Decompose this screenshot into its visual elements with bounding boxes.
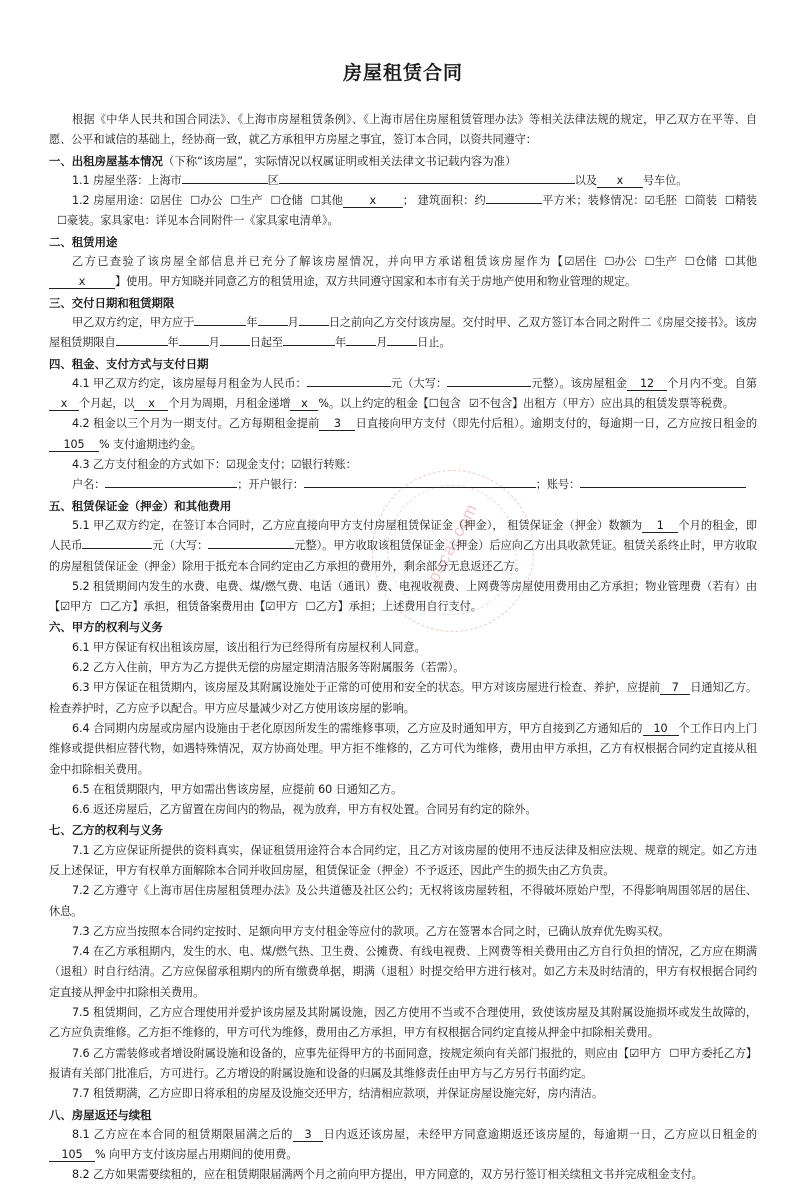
- checkbox-approval-landlord[interactable]: ☑甲方: [629, 1046, 662, 1060]
- watermark-text: pucai.com: [423, 500, 482, 586]
- delivery-day-field[interactable]: [299, 325, 329, 326]
- account-name-field[interactable]: [105, 487, 237, 488]
- clause-6-1: 6.1 甲方保证有权出租该房屋，该出租行为已经得所有房屋权利人同意。: [72, 640, 426, 654]
- checkbox-approval-tenant-delegated[interactable]: ☐甲方委托乙方: [669, 1046, 746, 1060]
- clause-7-4: 7.4 在乙方承租期内，发生的水、电、煤/燃气热、卫生费、公摊费、有线电视费、上网费等相关费用由乙方自行负担的情况，乙方应在期满（退租）时自行结清。乙方应保留承租期内的所有缴费单据，期满（退租）时提交给甲方进行核对。如乙方未及时结清的，甲方有权根据合同约定直接从押金中扣除相关费用。: [49, 945, 757, 999]
- checkbox-use-residential[interactable]: ☑居住: [150, 194, 183, 208]
- area-field[interactable]: [486, 203, 542, 204]
- end-year-field[interactable]: [283, 345, 335, 346]
- clause-8-1: 8.1 乙方应在本合同的租赁期限届满之后的 3 日内返还该房屋，未经甲方同意逾期返还该房屋的，每逾期一日，乙方应以日租金的105 % 向甲方支付该房屋占用期间的使用费。: [49, 1125, 757, 1166]
- purpose-other-field[interactable]: x: [49, 275, 115, 289]
- section-3-heading: 三、交付日期和租赁期限: [49, 295, 175, 310]
- clause-4-1: 4.1 甲乙双方约定，该房屋每月租金为人民币： 元（大写： 元整）。该房屋租金 12 个月内不变。自第x 个月起，以 x 个月为周期，月租金递增 x %。以上约定的租金【☐包含 ☑不包含】出租方（甲方）应出具的租赁发票等税费。: [49, 374, 757, 415]
- start-day-field[interactable]: [220, 345, 250, 346]
- deposit-words-field[interactable]: [208, 548, 294, 549]
- section-2-heading: 二、租赁用途: [49, 234, 118, 249]
- delivery-month-field[interactable]: [258, 325, 288, 326]
- checkbox-decor-rough[interactable]: ☑毛胚: [644, 194, 677, 208]
- increase-start-field[interactable]: x: [49, 397, 79, 411]
- document-title: 房屋租赁合同: [342, 62, 463, 84]
- checkbox-use-office[interactable]: ☐办公: [190, 194, 223, 208]
- checkbox-tax-exclude[interactable]: ☑不包含: [468, 397, 513, 411]
- clause-6-3: 6.3 甲方保证在租赁期内，该房屋及其附属设施处于正常的可使用和安全的状态。甲方对该房屋进行检查、养护，应提前 7 日通知乙方。检查养护时，乙方应予以配合。甲方应尽量减少对乙方使用该房屋的影响。: [49, 681, 757, 715]
- start-year-field[interactable]: [116, 345, 168, 346]
- fixed-months-field[interactable]: 12: [627, 377, 667, 391]
- section-7-heading: 七、乙方的权利与义务: [49, 823, 163, 838]
- clause-6-2: 6.2 乙方入住前，甲方为乙方提供无偿的房屋定期清洁服务等附属服务（若需）。: [72, 661, 465, 675]
- monthly-rent-field[interactable]: [307, 386, 391, 387]
- bank-name-field[interactable]: [304, 487, 536, 488]
- clause-5-2: 5.2 租赁期间内发生的水费、电费、煤/燃气费、电话（通讯）费、电视收视费、上网费等房屋使用费用由乙方承担；物业管理费（若有）由【☑甲方 ☐乙方】承担，租赁备案费用由【☑甲方 ☐乙方】承担；上述费用自行支付。: [49, 577, 757, 618]
- clause-7-7: 7.7 租赁期满，乙方应即日将承租的房屋及设施交还甲方，结清相应款项，并保证房屋设施完好，房内清洁。: [72, 1087, 603, 1101]
- checkbox-use-production[interactable]: ☐生产: [230, 194, 263, 208]
- checkbox-purpose-residential[interactable]: ☑居住: [564, 255, 597, 269]
- late-rate-field[interactable]: 105: [49, 438, 99, 452]
- section-1-heading: 一、出租房屋基本情况（下称“该房屋”，实际情况以权属证明或相关法律文书记载内容为准）: [49, 153, 517, 168]
- end-day-field[interactable]: [387, 345, 417, 346]
- checkbox-purpose-office[interactable]: ☐办公: [604, 255, 637, 269]
- clause-6-6: 6.6 返还房屋后，乙方留置在房间内的物品，视为放弃，甲方有权处置。合同另有约定的除外。: [72, 803, 537, 817]
- clause-8-2: 8.2 乙方如果需要续租的，应在租赁期限届满两个月之前向甲方提出，甲方同意的，双方另行签订相关续租文书并完成租金支付。: [72, 1168, 703, 1182]
- checkbox-pay-bank[interactable]: ☑银行转账：: [291, 458, 357, 472]
- checkbox-decor-fine[interactable]: ☐精装: [724, 194, 757, 208]
- checkbox-purpose-storage[interactable]: ☐仓储: [684, 255, 717, 269]
- parking-field[interactable]: x: [597, 174, 643, 188]
- section-5-heading: 五、租赁保证金（押金）和其他费用: [49, 498, 232, 513]
- checkbox-pay-cash[interactable]: ☑现金支付: [226, 458, 281, 472]
- clause-4-2: 4.2 租金以三个月为一期支付。乙方每期租金提前 3 日直接向甲方支付（即先付后租）。逾期支付的，每逾期一日，乙方应按日租金的105 % 支付逾期违约金。: [49, 414, 757, 455]
- checkbox-use-storage[interactable]: ☐仓储: [270, 194, 303, 208]
- advance-days-field[interactable]: 3: [319, 417, 355, 431]
- increase-rate-field[interactable]: x: [290, 397, 318, 411]
- clause-1-1: 1.1 房屋坐落：上海市 区 以及 x 号车位。: [72, 173, 688, 187]
- clause-7-5: 7.5 租赁期间，乙方应合理使用并爱护该房屋及其附属设施，因乙方使用不当或不合理使用，致使该房屋及其附属设施损坏或发生故障的，乙方应负责维修。乙方拒不维修的，甲方可代为维修，费用由乙方承担，甲方有权根据合同约定直接从押金中扣除相关费用。: [49, 1006, 757, 1040]
- section-8-heading: 八、房屋返还与续租: [49, 1107, 152, 1122]
- clause-7-1: 7.1 乙方应保证所提供的资料真实，保证租赁用途符合本合同约定，且乙方对该房屋的使用不违反法律及相应法规、规章的规定。如乙方违反上述保证，甲方有权单方面解除本合同并收回房屋，租赁保证金（押金）不予返还，因此产生的损失由乙方负责。: [49, 843, 757, 877]
- checkbox-filing-fee-tenant[interactable]: ☐乙方: [305, 600, 338, 614]
- contract-page: [49, 58, 757, 1186]
- delivery-year-field[interactable]: [194, 325, 246, 326]
- clause-5-1: 5.1 甲乙双方约定，在签订本合同时，乙方应直接向甲方支付房屋租赁保证金（押金）， 租赁保证金（押金）数额为 1 个月的租金，即人民币 元（大写： 元整）。甲方收取该租赁保证金（押金）后应向乙方出具收款凭证。租赁关系终止时，甲方收取的房屋租赁保证金（押金）除用于抵充本合同约定由乙方承担的费用外，剩余部分无息返还乙方。: [49, 518, 757, 573]
- checkbox-tax-include[interactable]: ☐包含: [428, 397, 461, 411]
- clause-6-4: 6.4 合同期内房屋或房屋内设施由于老化原因所发生的需维修事项，乙方应及时通知甲方，甲方自接到乙方通知后的 10 个工作日内上门维修或提供相应替代物，如遇特殊情况，双方协商处理。甲方拒不维修的，乙方可代为维修，费用由甲方承担，乙方有权根据合同约定直接从租金中扣除相关费用。: [49, 721, 757, 776]
- checkbox-filing-fee-landlord[interactable]: ☑甲方: [265, 600, 298, 614]
- clause-2: 乙方已查验了该房屋全部信息并已充分了解该房屋情况，并向甲方承诺租赁该房屋作为【☑居住 ☐办公 ☐生产 ☐仓储 ☐其他x 】使用。甲方知晓并同意乙方的租赁用途，双方共同遵守国家和本市有关于房地产使用和物业管理的规定。: [49, 252, 757, 293]
- checkbox-mgmt-fee-tenant[interactable]: ☐乙方: [100, 600, 133, 614]
- deposit-amount-field[interactable]: [82, 548, 152, 549]
- use-other-field[interactable]: x: [343, 194, 403, 208]
- checkbox-decor-simple[interactable]: ☐简装: [684, 194, 717, 208]
- preamble: 根据《中华人民共和国合同法》、《上海市房屋租赁条例》、《上海市居住房屋租赁管理办法》等相关法律法规的规定，甲乙双方在平等、自愿、公平和诚信的基础上，经协商一致，就乙方承租甲方房屋之事宜，签订本合同，以资共同遵守：: [49, 113, 757, 147]
- clause-7-2: 7.2 乙方遵守《上海市居住房屋租赁理办法》及公共道德及社区公约；无权将该房屋转租，不得破坏原始户型，不得影响周围邻居的居住、休息。: [49, 884, 757, 918]
- repair-days-field[interactable]: 10: [643, 722, 679, 736]
- monthly-rent-words-field[interactable]: [447, 386, 531, 387]
- account-number-field[interactable]: [580, 487, 746, 488]
- section-1-note: （下称“该房屋”，实际情况以权属证明或相关法律文书记载内容为准）: [162, 153, 517, 168]
- district-field[interactable]: [182, 183, 268, 184]
- clause-7-3: 7.3 乙方应当按照本合同约定按时、足额向甲方支付租金等应付的款项。乙方在签署本合同之时，已确认放弃优先购买权。: [72, 924, 670, 938]
- checkbox-purpose-production[interactable]: ☐生产: [644, 255, 677, 269]
- checkbox-mgmt-fee-landlord[interactable]: ☑甲方: [60, 600, 93, 614]
- return-days-field[interactable]: 3: [293, 1128, 323, 1142]
- clause-7-6: 7.6 乙方需装修或者增设附属设施和设备的，应事先征得甲方的书面同意，按规定须向有关部门报批的，则应由【☑甲方 ☐甲方委托乙方】报请有关部门批准后，方可进行。乙方增设的附属设施和设备的归属及其维修责任由甲方与乙方另行书面约定。: [49, 1044, 757, 1085]
- checkbox-use-other[interactable]: ☐其他: [310, 194, 343, 208]
- checkbox-purpose-other[interactable]: ☐其他: [724, 255, 757, 269]
- clause-4-3: 4.3 乙方支付租金的方式如下：☑现金支付；☑银行转账：: [49, 455, 757, 475]
- clause-1-2: 1.2 房屋用途：☑居住 ☐办公 ☐生产 ☐仓储 ☐其他 x ； 建筑面积：约 平方米；装修情况：☑毛胚 ☐简装 ☐精装☐豪装。家具家电：详见本合同附件一《家具家电清单》。: [49, 191, 757, 232]
- bank-info-line: 户名： ；开户银行： ；账号：: [49, 475, 757, 495]
- overstay-rate-field[interactable]: 105: [49, 1148, 95, 1162]
- deposit-months-field[interactable]: 1: [642, 519, 678, 533]
- increase-cycle-field[interactable]: x: [134, 397, 168, 411]
- inspection-notice-days-field[interactable]: 7: [660, 681, 690, 695]
- section-6-heading: 六、甲方的权利与义务: [49, 620, 163, 635]
- section-4-heading: 四、租金、支付方式与支付日期: [49, 356, 209, 371]
- checkbox-decor-luxury[interactable]: ☐豪装: [57, 214, 90, 228]
- clause-6-5: 6.5 在租赁期限内，甲方如需出售该房屋，应提前 60 日通知乙方。: [72, 782, 403, 796]
- clause-3: 甲乙双方约定，甲方应于 年 月 日之前向乙方交付该房屋。交付时甲、乙双方签订本合同之附件二《房屋交接书》。该房屋租赁期限自 年 月 日起至 年 月 日止。: [49, 315, 757, 350]
- address-field[interactable]: [279, 183, 575, 184]
- start-month-field[interactable]: [179, 345, 209, 346]
- end-month-field[interactable]: [346, 345, 376, 346]
